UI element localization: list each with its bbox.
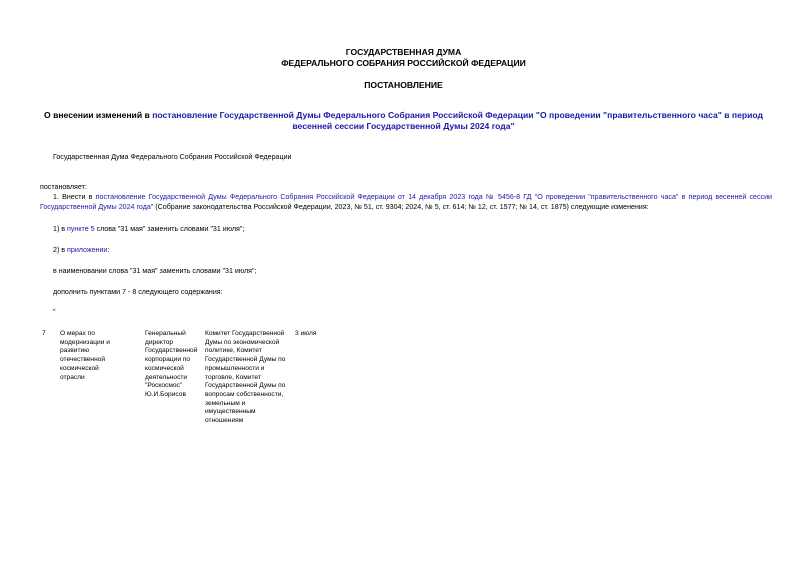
document-title (40, 110, 767, 132)
title-prefix: О внесении изменений в (44, 110, 153, 120)
item-2-suffix: : (107, 246, 110, 254)
paragraph-1-prefix: 1. Внести в (53, 193, 96, 201)
amended-resolution-link[interactable]: постановление Государственной Думы Федерального Собрания Российской Федерации от 14 декабря 2023 года № 5456-8 ГД "О проведении "правительственного часа" в период весенней сессии Государственной Думы 2024 года" (40, 193, 773, 211)
item-2-supplement: дополнить пунктами 7 - 8 следующего содержания: (53, 288, 223, 296)
item-2-rename: в наименовании слова "31 мая" заменить словами "31 июля"; (53, 267, 257, 275)
document-type-heading: ПОСТАНОВЛЕНИЕ (364, 80, 443, 90)
resolves-text: постановляет: (40, 183, 87, 191)
row-number: 7 (42, 330, 46, 337)
issuer-text: Государственная Дума Федерального Собрания Российской Федерации (53, 153, 292, 161)
row-date: 3 июля (295, 330, 317, 337)
row-topic: О мерах по модернизации и развитию отечественной космической отрасли (60, 330, 110, 381)
item-2-prefix: 2) в (53, 246, 68, 254)
item-1-prefix: 1) в (53, 225, 68, 233)
point-5-link[interactable]: пункте 5 (67, 225, 95, 233)
row-committee: Комитет Государственной Думы по экономической политике, Комитет Государственной Думы по промышленности и торговле, Комитет Государственной Думы по вопросам собственности, земельным и имущественным отношениям (205, 330, 286, 425)
item-1 (53, 224, 244, 234)
paragraph-1-suffix: (Собрание законодательства Российской Федерации, 2023, № 51, ст. 9304; 2024, № 5, ст. 614; № 12, ст. 1577; № 14, ст. 1875) следующие изменения: (153, 203, 649, 211)
row-speaker: Генеральный директор Государственной корпорации по космической деятельности "Роскосмос" Ю.И.Борисов (145, 330, 198, 398)
item-2 (53, 245, 109, 255)
title-link[interactable]: постановление Государственной Думы Федерального Собрания Российской Федерации "О проведении "правительственного часа" в период весенней сессии Государственной Думы 2024 года" (152, 110, 763, 131)
issuer-heading-line2: ФЕДЕРАЛЬНОГО СОБРАНИЯ РОССИЙСКОЙ ФЕДЕРАЦИИ (281, 58, 526, 68)
opening-quote: " (53, 308, 56, 316)
appendix-link[interactable]: приложении (67, 246, 108, 254)
issuer-heading-line1: ГОСУДАРСТВЕННАЯ ДУМА (345, 47, 462, 57)
item-1-suffix: слова "31 мая" заменить словами "31 июля"; (94, 225, 245, 233)
paragraph-1 (40, 192, 772, 212)
